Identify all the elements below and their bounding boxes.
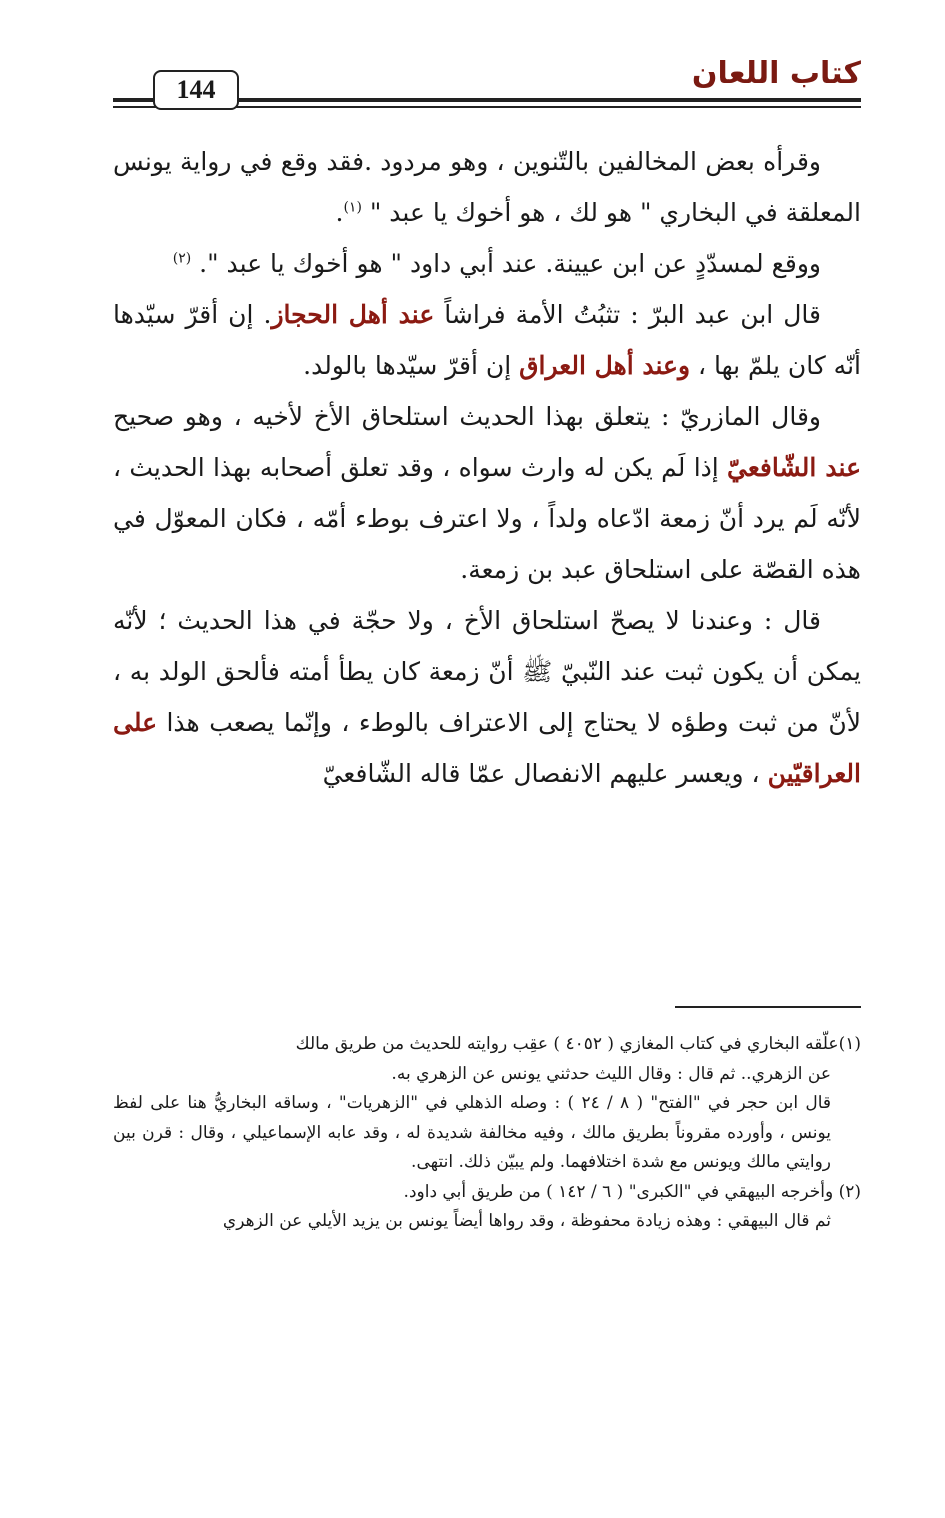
footnote-separator	[675, 1006, 861, 1008]
paragraph-1	[113, 136, 861, 238]
paragraph-5-text-a: قال : وعندنا لا يصحّ استلحاق الأخ ، ولا حجّة في هذا الحديث ؛ لأنّه يمكن أن يكون ثبت عند النّبيّ ﷺ أنّ زمعة كان يطأ أمته فألحق الولد به ، لأنّ من ثبت وطؤه لا يحتاج إلى الاعتراف بالوطء ، وإنّما يصعب هذا	[113, 606, 861, 737]
highlight-hijaz: عند أهل الحجاز	[271, 300, 435, 329]
footnote-2-line-1: (٢) وأخرجه البيهقي في "الكبرى" ( ٦ / ١٤٢ ) من طريق أبي داود.	[403, 1181, 861, 1202]
page-number: 144	[153, 70, 239, 110]
paragraph-3	[113, 289, 861, 391]
paragraph-2	[113, 238, 861, 289]
footnote-1-quote: قال ابن حجر في "الفتح" ( ٨ / ٢٤ ) : وصله الذهلي في "الزهريات" ، وساقه البخاريُّ هنا على لفظ يونس ، وأورده مقروناً بطريق مالك ، وفيه مخالفة شديدة له ، وقد عابه الإسماعيلي ، وقال : قرن بين روايتي مالك ويونس مع شدة اختلافهما. ولم يبيّن ذلك. انتهى.	[113, 1093, 832, 1172]
main-text	[113, 136, 861, 799]
footnotes	[113, 1030, 861, 1237]
paragraph-3-text-c: إن أقرّ سيّدها بالولد.	[303, 351, 520, 380]
paragraph-4	[113, 391, 861, 595]
paragraph-3-text-b: . إن أقرّ سيّدها أنّه كان يلمّ بها ،	[113, 300, 861, 380]
footnote-ref-2: (٢)	[172, 250, 192, 267]
highlight-iraq: وعند أهل العراق	[519, 351, 691, 380]
paragraph-1-text: وقرأه بعض المخالفين بالتّنوين ، وهو مردود .فقد وقع في رواية يونس المعلقة في البخاري " هو لك ، هو أخوك يا عبد "	[113, 147, 861, 227]
footnote-2-line-2: ثم قال البيهقي : وهذه زيادة محفوظة ، وقد رواها أيضاً يونس بن يزيد الأيلي عن الزهري	[222, 1211, 831, 1231]
chapter-title: كتاب اللعان	[691, 56, 861, 91]
highlight-iraqis: على العراقيّين	[113, 708, 861, 788]
footnote-1-line-2: عن الزهري.. ثم قال : وقال الليث حدثني يونس عن الزهري به.	[391, 1063, 831, 1084]
paragraph-3-text-a: قال ابن عبد البرّ : تثبُتُ الأمة فراشاً	[434, 300, 822, 329]
paragraph-2-text: ووقع لمسدّدٍ عن ابن عيينة. عند أبي داود " هو أخوك يا عبد ".	[191, 249, 821, 278]
paragraph-4-text-a: وقال المازريّ : يتعلق بهذا الحديث استلحاق الأخ لأخيه ، وهو صحيح	[113, 402, 821, 431]
footnote-1-line-1: (١)علّقه البخاري في كتاب المغازي ( ٤٠٥٢ ) عقِب روايته للحديث من طريق مالك	[295, 1034, 861, 1054]
footnote-ref-1: (١)	[343, 199, 362, 216]
paragraph-5-text-b: ، ويعسر عليهم الانفصال عمّا قاله الشّافعيّ	[322, 759, 768, 788]
paragraph-1-end: .	[335, 198, 344, 227]
paragraph-5	[113, 595, 861, 799]
paragraph-4-text-b: إذا لَم يكن له وارث سواه ، وقد تعلق أصحابه بهذا الحديث ، لأنّه لَم يرد أنّ زمعة ادّعاه ولداً ، ولا اعترف بوطء أمّه ، فكان المعوّل في هذه القصّة على استلحاق عبد بن زمعة.	[113, 453, 861, 584]
highlight-shafii: عند الشّافعيّ	[727, 453, 861, 482]
